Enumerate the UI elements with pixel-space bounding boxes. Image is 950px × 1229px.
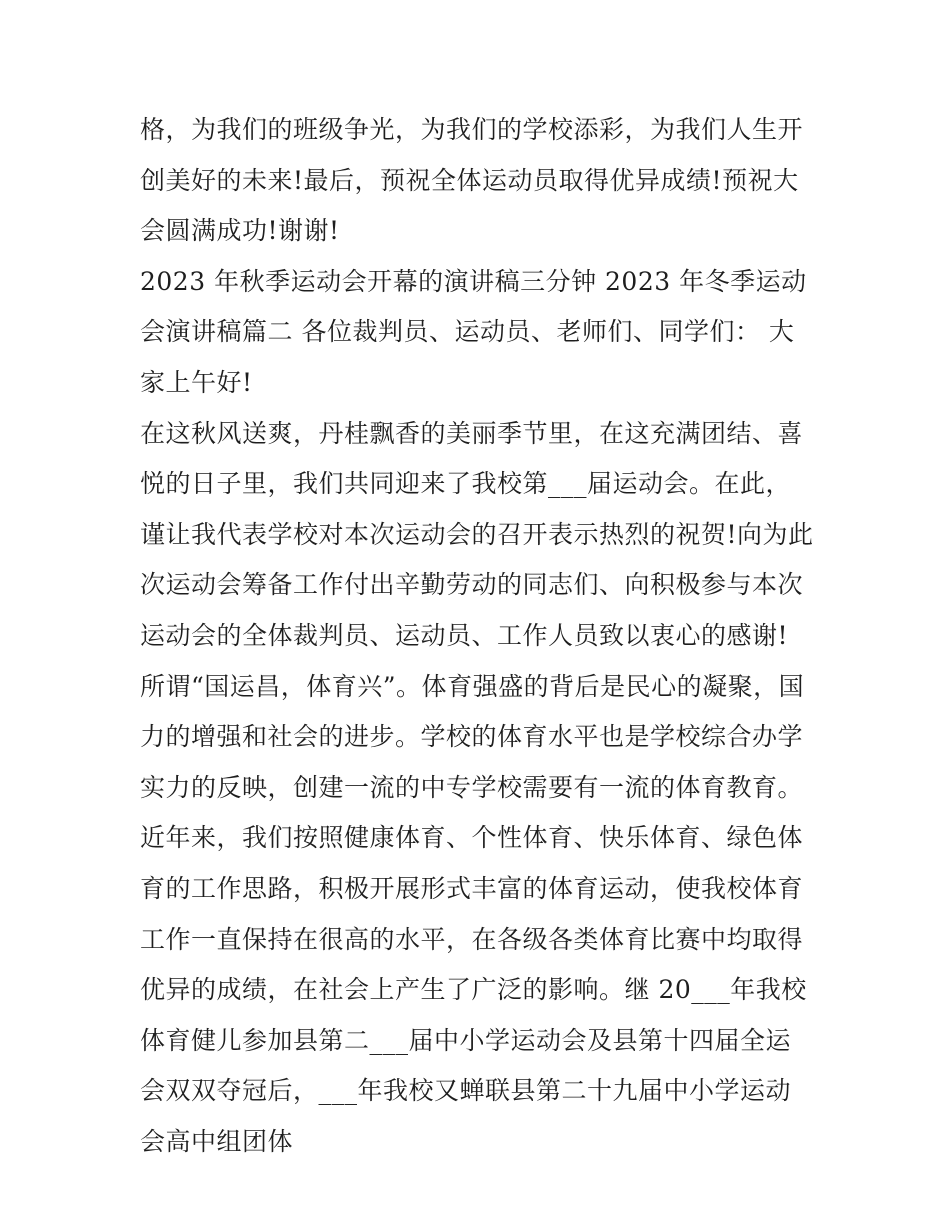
paragraph-closing: 格，为我们的班级争光，为我们的学校添彩，为我们人生开创美好的未来!最后，预祝全体运动员取得优异成绩!预祝大会圆满成功!谢谢!: [140, 115, 804, 246]
paragraph-opening: 在这秋风送爽，丹桂飘香的美丽季节里，在这充满团结、喜悦的日子里，我们共同迎来了我校第___届运动会。在此，谨让我代表学校对本次运动会的召开表示热烈的祝贺!向为此次运动会筹备工作付出辛勤劳动的同志们、向积极参与本次运动会的全体裁判员、运动员、工作人员致以衷心的感谢!: [140, 418, 814, 650]
document-body: [140, 105, 815, 1167]
paragraph-sports-achievements: 所谓“国运昌，体育兴”。体育强盛的背后是民心的凝聚，国力的增强和社会的进步。学校的体育水平也是学校综合办学实力的反映，创建一流的中专学校需要有一流的体育教育。近年来，我们按照健康体育、个性体育、快乐体育、绿色体育的工作思路，积极开展形式丰富的体育运动，使我校体育工作一直保持在很高的水平，在各级各类体育比赛中均取得优异的成绩，在社会上产生了广泛的影响。继 20___年我校体育健儿参加县第二___届中小学运动会及县第十四届全运会双双夺冠后，___年我校又蝉联县第二十九届中小学运动会高中组团体: [140, 671, 807, 1156]
paragraph-speech-title: 2023 年秋季运动会开幕的演讲稿三分钟 2023 年冬季运动会演讲稿篇二 各位裁判员、运动员、老师们、同学们： 大家上午好!: [140, 266, 807, 397]
